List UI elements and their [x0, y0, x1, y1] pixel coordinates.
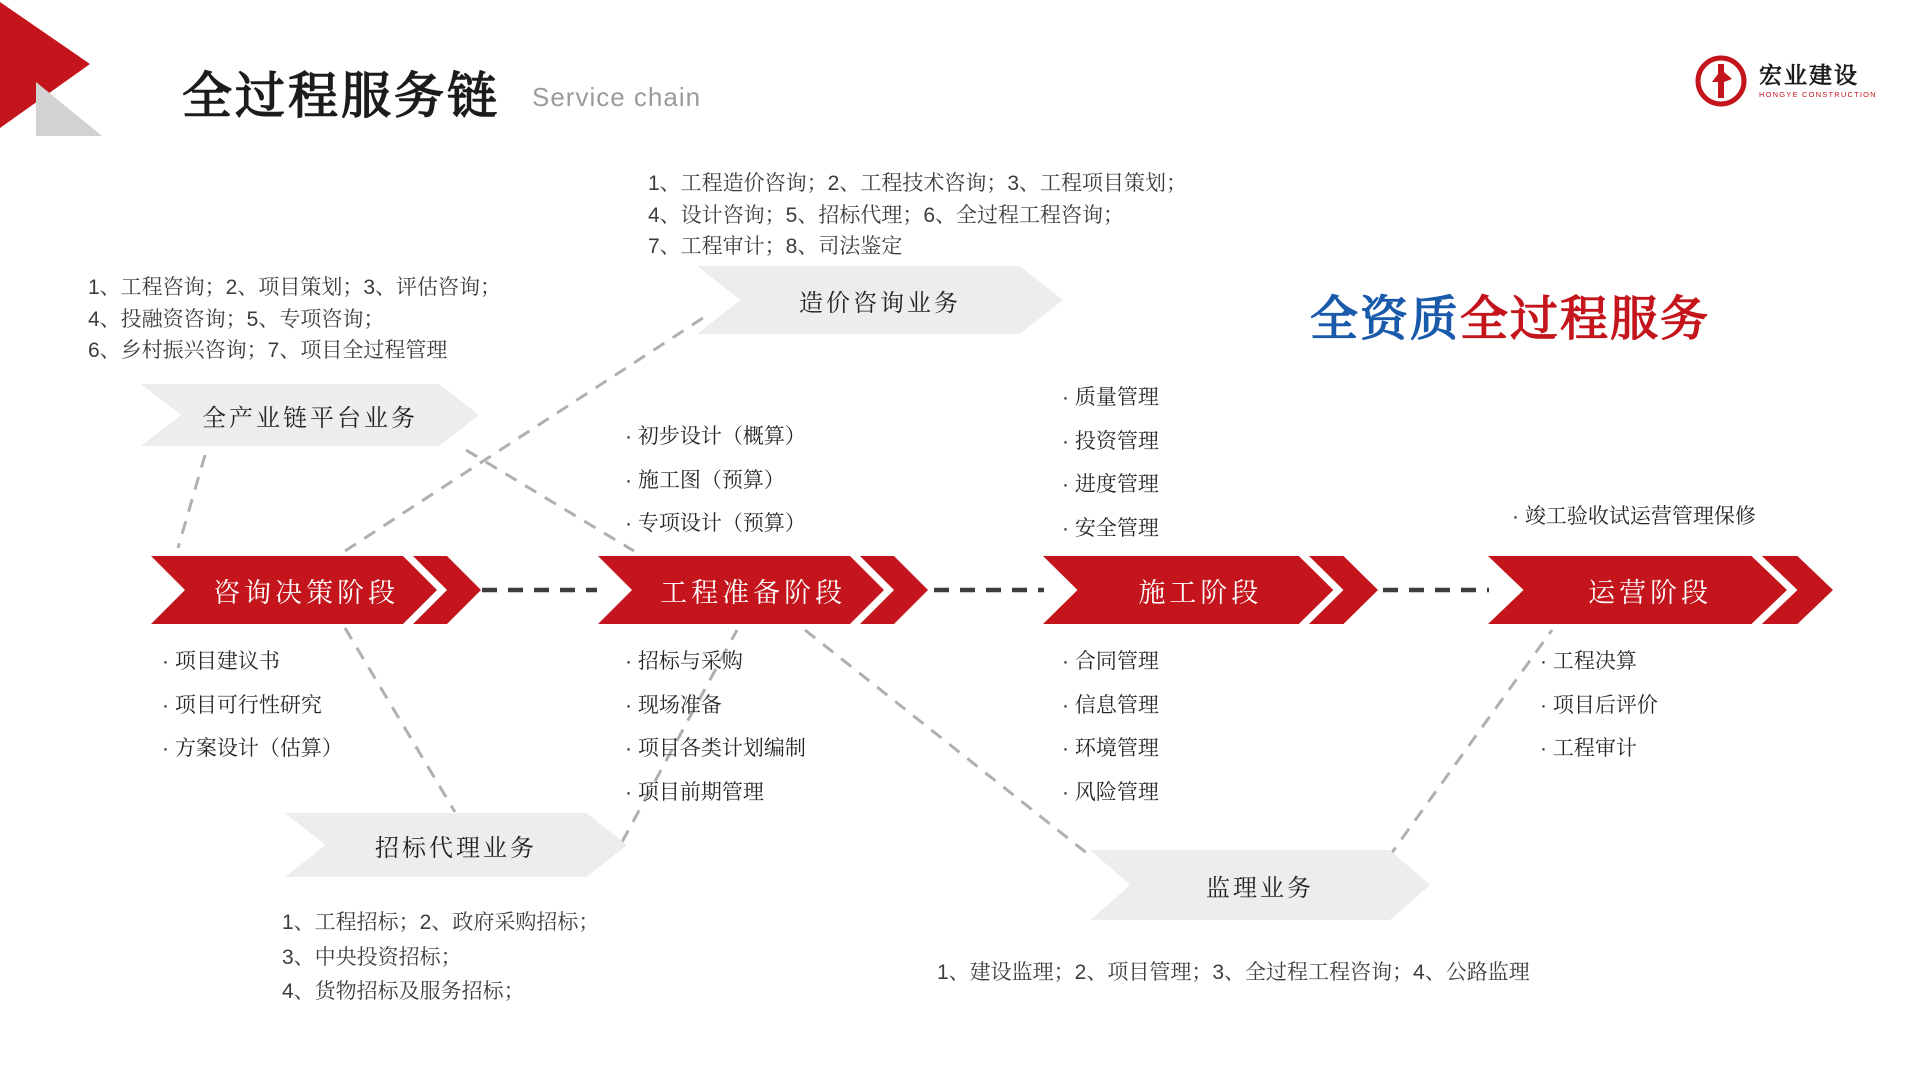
list-line: · 竣工验收试运营管理保修	[1512, 505, 1756, 528]
headline-red: 全过程服务	[1460, 293, 1711, 346]
company-logo	[1692, 52, 1877, 110]
list-line: · 进度管理	[1062, 473, 1159, 496]
list-line: 1、工程招标；2、政府采购招标；	[282, 911, 600, 934]
list-line: · 项目前期管理	[625, 780, 764, 804]
list-line: · 风险管理	[1062, 780, 1159, 804]
corner-accent-icon	[0, 0, 140, 140]
logo-icon	[1692, 52, 1750, 110]
list-line: 4、货物招标及服务招标；	[282, 980, 525, 1003]
stage-label: 运营阶段	[1588, 577, 1713, 608]
list-line: 7、工程审计；8、司法鉴定	[648, 235, 903, 258]
stage-arrow-consulting-decision	[151, 556, 481, 624]
list-line: · 环境管理	[1062, 737, 1159, 760]
stage4-items-above	[1512, 502, 1756, 532]
stage3-items-below	[1062, 640, 1159, 814]
list-line: 6、乡村振兴咨询；7、项目全过程管理	[88, 339, 448, 362]
list-line: · 信息管理	[1062, 693, 1159, 717]
banner-bidding-agency	[285, 813, 627, 877]
list-line: 1、建设监理；2、项目管理；3、全过程工程咨询；4、公路监理	[937, 961, 1530, 984]
list-line: · 质量管理	[1062, 386, 1159, 409]
stage-label: 工程准备阶段	[660, 577, 847, 608]
supervision-services-list	[937, 956, 1530, 991]
banner-label: 招标代理业务	[375, 834, 537, 862]
cost-consulting-services-list	[648, 168, 1187, 263]
list-line: · 施工图（预算）	[625, 468, 785, 492]
list-line: · 工程审计	[1540, 737, 1637, 760]
list-line: · 项目后评价	[1540, 693, 1658, 717]
stage-arrow-preparation	[598, 556, 928, 624]
list-line: 1、工程咨询；2、项目策划；3、评估咨询；	[88, 276, 502, 299]
list-line: 4、投融资咨询；5、专项咨询；	[88, 307, 385, 331]
headline	[1310, 280, 1710, 349]
stage-arrow-operation	[1488, 556, 1833, 624]
list-line: · 项目可行性研究	[162, 693, 322, 717]
list-line: · 工程决算	[1540, 650, 1637, 673]
stage3-items-above	[1062, 376, 1159, 550]
list-line: 1、工程造价咨询；2、工程技术咨询；3、工程项目策划；	[648, 172, 1188, 195]
list-line: · 初步设计（概算）	[625, 425, 806, 448]
chain-platform-services-list	[88, 272, 501, 367]
banner-label: 监理业务	[1206, 874, 1314, 902]
list-line: · 安全管理	[1062, 516, 1159, 540]
list-line: · 项目各类计划编制	[625, 737, 806, 760]
list-line: · 招标与采购	[625, 650, 743, 673]
bidding-services-list	[282, 906, 599, 1010]
list-line: 3、中央投资招标；	[282, 945, 462, 969]
banner-label: 造价咨询业务	[799, 289, 961, 317]
list-line: · 合同管理	[1062, 650, 1159, 673]
page-subtitle: Service chain	[532, 82, 702, 112]
logo-name: 宏业建设	[1759, 62, 1859, 89]
list-line: 4、设计咨询；5、招标代理；6、全过程工程咨询；	[648, 203, 1125, 227]
list-line: · 投资管理	[1062, 429, 1159, 453]
list-line: · 项目建议书	[162, 650, 280, 673]
stage-label: 施工阶段	[1138, 577, 1263, 608]
list-line: · 现场准备	[625, 693, 722, 717]
stage2-items-above	[625, 415, 806, 546]
stage1-items-below	[162, 640, 343, 771]
banner-cost-consulting	[697, 266, 1063, 334]
stage4-items-below	[1540, 640, 1658, 771]
logo-tagline: HONGYE CONSTRUCTION	[1759, 89, 1877, 99]
stage2-items-below	[625, 640, 806, 814]
stage-label: 咨询决策阶段	[213, 577, 400, 608]
stage-arrow-construction	[1043, 556, 1378, 624]
banner-supervision	[1090, 850, 1430, 920]
banner-label: 全产业链平台业务	[202, 404, 418, 432]
banner-chain-platform	[141, 384, 479, 446]
headline-blue: 全资质	[1310, 293, 1461, 346]
list-line: · 专项设计（预算）	[625, 512, 806, 535]
page-title: 全过程服务链	[182, 68, 500, 124]
list-line: · 方案设计（估算）	[162, 737, 343, 760]
